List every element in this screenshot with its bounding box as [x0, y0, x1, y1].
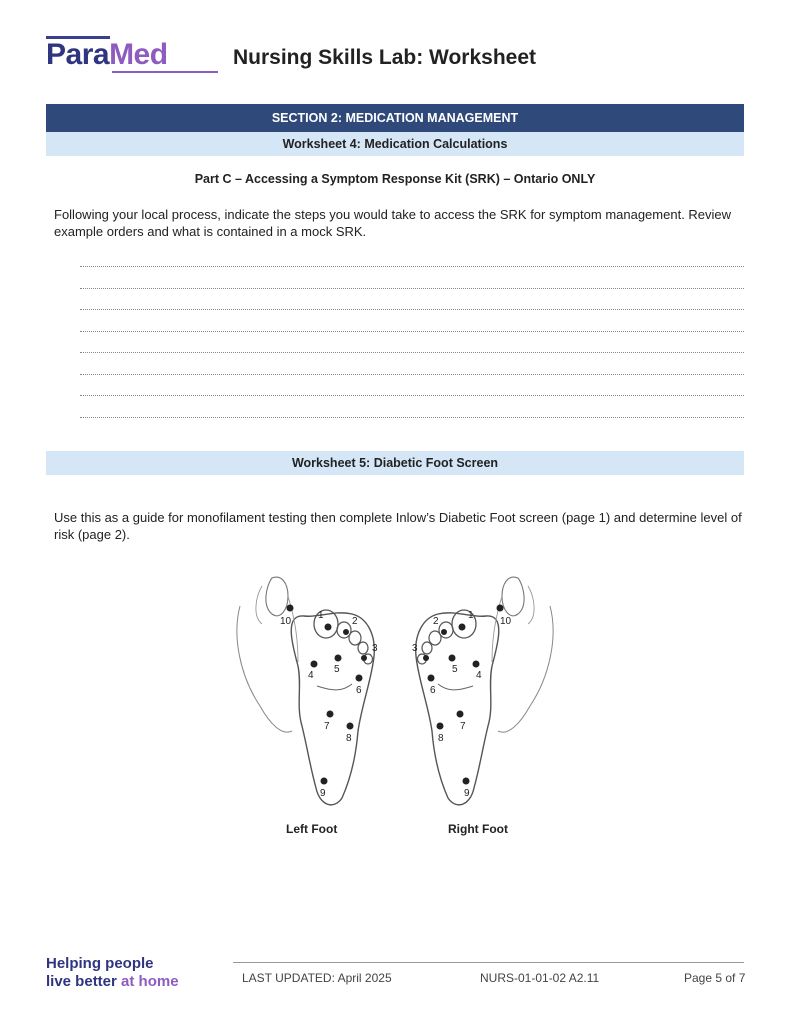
- foot-screen-instructions: Use this as a guide for monofilament testing then complete Inlow’s Diabetic Foot screen (page 1) and determine level of risk (page 2).: [54, 510, 742, 542]
- footer-divider: [233, 962, 744, 963]
- svg-text:9: 9: [320, 788, 326, 799]
- svg-text:2: 2: [433, 616, 439, 627]
- tagline-line2-b: at home: [121, 973, 179, 990]
- svg-text:1: 1: [318, 610, 324, 621]
- tagline-line1: Helping people: [46, 955, 154, 972]
- monofilament-feet-diagram: [222, 566, 568, 816]
- answer-line[interactable]: [80, 309, 744, 310]
- document-title: Nursing Skills Lab: Worksheet: [233, 46, 537, 69]
- answer-line[interactable]: [80, 395, 744, 396]
- svg-text:2: 2: [352, 616, 358, 627]
- tagline-line2-a: live better: [46, 973, 122, 990]
- srk-instructions: Following your local process, indicate the steps you would take to access the SRK for symptom management. Review example orders and what is contained in a mock SRK.: [54, 207, 732, 239]
- logo-med: Med: [109, 38, 168, 71]
- footer-tagline: [46, 955, 179, 991]
- answer-line[interactable]: [80, 288, 744, 289]
- right-foot-label: Right Foot: [448, 822, 508, 836]
- svg-text:5: 5: [452, 664, 458, 675]
- worksheet4-title: Worksheet 4: Medication Calculations: [282, 137, 508, 151]
- svg-text:4: 4: [308, 670, 314, 681]
- svg-text:10: 10: [500, 616, 512, 627]
- svg-text:5: 5: [334, 664, 340, 675]
- answer-line[interactable]: [80, 352, 744, 353]
- svg-text:4: 4: [476, 670, 482, 681]
- answer-line[interactable]: [80, 266, 744, 267]
- svg-text:8: 8: [438, 733, 444, 744]
- last-updated: LAST UPDATED: April 2025: [242, 971, 392, 985]
- svg-text:6: 6: [430, 685, 436, 696]
- worksheet5-header: [46, 451, 744, 475]
- svg-text:9: 9: [464, 788, 470, 799]
- svg-text:3: 3: [372, 643, 378, 654]
- worksheet5-title: Worksheet 5: Diabetic Foot Screen: [291, 456, 499, 470]
- document-code: NURS-01-01-02 A2.11: [480, 971, 600, 985]
- answer-lines: [0, 0, 791, 430]
- answer-line[interactable]: [80, 417, 744, 418]
- logo-para: Para: [46, 38, 110, 71]
- part-c-title: Part C – Accessing a Symptom Response Kit (SRK) – Ontario ONLY: [194, 172, 596, 186]
- svg-text:7: 7: [460, 721, 466, 732]
- section-title: SECTION 2: MEDICATION MANAGEMENT: [271, 111, 519, 125]
- page-number: Page 5 of 7: [684, 971, 746, 985]
- tagline-line2: [46, 973, 179, 991]
- svg-text:6: 6: [356, 685, 362, 696]
- answer-line[interactable]: [80, 374, 744, 375]
- svg-text:8: 8: [346, 733, 352, 744]
- svg-text:10: 10: [280, 616, 292, 627]
- left-foot: [237, 577, 378, 805]
- svg-text:1: 1: [468, 610, 474, 621]
- left-foot-label: Left Foot: [286, 822, 338, 836]
- right-foot: [416, 577, 553, 805]
- svg-text:7: 7: [324, 721, 330, 732]
- answer-line[interactable]: [80, 331, 744, 332]
- svg-text:3: 3: [412, 643, 418, 654]
